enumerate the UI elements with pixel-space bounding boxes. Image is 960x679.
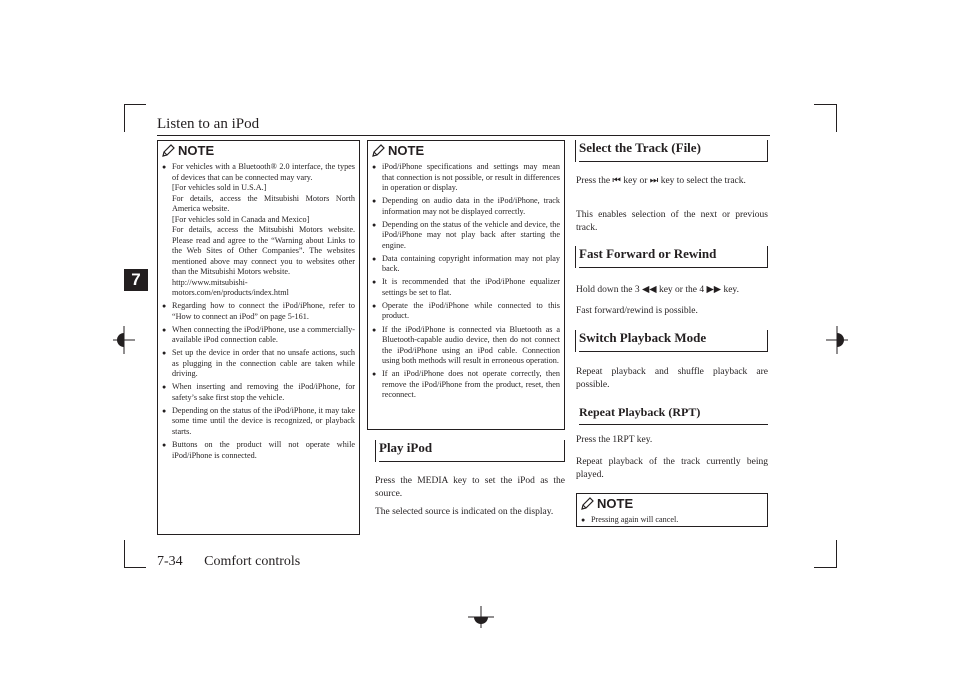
note-label: NOTE	[178, 143, 215, 158]
note-item: ● Data containing copyright information may not play back.	[372, 254, 560, 275]
note-item: ● Depending on the status of the vehicle and device, the iPod/iPhone may not play back after starting the engine.	[372, 220, 560, 252]
repeat-text-2: Repeat playback of the track currently being played.	[576, 457, 768, 480]
note-list	[158, 162, 359, 461]
note-label: NOTE	[597, 496, 634, 511]
rewind-icon: ◀◀	[641, 285, 657, 295]
repeat-text-1: Press the 1RPT key.	[576, 435, 653, 445]
crop-mark	[124, 540, 125, 568]
note-item: ● Buttons on the product will not operate while iPod/iPhone is connected.	[162, 440, 355, 461]
note-item: ● Operate the iPod/iPhone while connected to this product.	[372, 301, 560, 322]
page-title: Listen to an iPod	[157, 116, 260, 132]
registration-mark-bottom	[468, 606, 494, 628]
crop-mark	[124, 104, 125, 132]
footer-section: Comfort controls	[204, 554, 301, 569]
note-item: ● Depending on audio data in the iPod/iPhone, track information may not be displayed correctly.	[372, 196, 560, 217]
section-heading-switch-mode: Switch Playback Mode	[579, 330, 768, 352]
crop-mark	[836, 104, 837, 132]
crop-mark	[814, 567, 836, 568]
note-item: ● If the iPod/iPhone is connected via Bluetooth as a Bluetooth-capable audio device, then do not connect the iPod/iPhone using an iPod cable. Connection using both methods will result in erroneous operation.	[372, 325, 560, 367]
fast-forward-icon: ▶▶	[706, 285, 722, 295]
fast-forward-text-2: Fast forward/rewind is possible.	[576, 306, 698, 316]
crop-mark	[836, 540, 837, 568]
note-pencil-icon	[372, 144, 385, 157]
note-box-middle	[367, 140, 565, 430]
crop-mark	[124, 567, 146, 568]
crop-mark	[814, 104, 836, 105]
select-track-text-1	[576, 175, 768, 188]
note-header	[162, 143, 359, 158]
section-heading-fast-forward: Fast Forward or Rewind	[579, 246, 768, 268]
select-track-text-2: This enables selection of the next or previous track.	[576, 210, 768, 233]
select-track-text-a: Press the	[576, 176, 611, 186]
registration-mark-right	[826, 326, 848, 354]
note-box-right	[576, 493, 768, 527]
switch-mode-text: Repeat playback and shuffle playback are possible.	[576, 367, 768, 390]
note-item: ● Set up the device in order that no unsafe actions, such as plugging in the connection cable are taken while driving.	[162, 348, 355, 380]
note-item: ● For vehicles with a Bluetooth® 2.0 interface, the types of devices that can be connected may vary. [For vehicles sold in U.S.A.] For details, access the Mitsubishi Motors North America website. [For vehicles sold in Canada and Mexico] For details, access the Mitsubishi Motors website. Please read and agree to the “Warning about Links to the Web Sites of Other Companies”. The websites mentioned above may connect you to websites other than the Mitsubishi Motors website. http://www.mitsubishi-motors.com/en/products/index.html	[162, 162, 355, 299]
select-track-text-c: key to select the track.	[660, 176, 746, 186]
play-ipod-text-1: Press the MEDIA key to set the iPod as the source.	[375, 476, 565, 499]
select-track-text-b: key or	[623, 176, 648, 186]
note-header	[581, 496, 767, 511]
note-item: ● When connecting the iPod/iPhone, use a commercially-available iPod connection cable.	[162, 325, 355, 346]
subheading-repeat-playback: Repeat Playback (RPT)	[579, 405, 768, 425]
fast-forward-text-c: key.	[723, 285, 739, 295]
previous-track-icon: ⏮	[612, 176, 621, 186]
note-pencil-icon	[581, 497, 594, 510]
note-list	[368, 162, 564, 401]
fast-forward-text-1	[576, 284, 768, 297]
note-box-left	[157, 140, 360, 535]
note-item: ● If an iPod/iPhone does not operate correctly, then remove the iPod/iPhone from the product, reset, then reconnect.	[372, 369, 560, 401]
chapter-tab: 7	[124, 269, 148, 291]
note-header	[372, 143, 564, 158]
fast-forward-text-b: key or the 4	[658, 285, 705, 295]
fast-forward-text-a: Hold down the 3	[576, 285, 640, 295]
note-item: ● iPod/iPhone specifications and settings may mean that connection is not possible, or result in differences in operation or display.	[372, 162, 560, 194]
footer	[157, 554, 318, 570]
section-heading-select-track: Select the Track (File)	[579, 140, 768, 162]
note-pencil-icon	[162, 144, 175, 157]
play-ipod-text-2: The selected source is indicated on the display.	[375, 507, 554, 517]
note-item: ● Depending on the status of the iPod/iPhone, it may take some time until the device is recognized, or playback starts.	[162, 406, 355, 438]
next-track-icon: ⏭	[649, 176, 659, 186]
page-number: 7-34	[157, 554, 183, 569]
registration-mark-left	[113, 326, 135, 354]
note-item: ● Regarding how to connect the iPod/iPhone, refer to “How to connect an iPod” on page 5-161.	[162, 301, 355, 322]
note-item: ● It is recommended that the iPod/iPhone equalizer settings be set to flat.	[372, 277, 560, 298]
crop-mark	[124, 104, 146, 105]
header-rule	[157, 135, 770, 136]
note-list	[577, 515, 767, 526]
section-heading-play-ipod: Play iPod	[379, 440, 565, 462]
note-item: ● When inserting and removing the iPod/iPhone, for safety’s sake first stop the vehicle.	[162, 382, 355, 403]
note-item: ● Pressing again will cancel.	[581, 515, 763, 526]
note-label: NOTE	[388, 143, 425, 158]
